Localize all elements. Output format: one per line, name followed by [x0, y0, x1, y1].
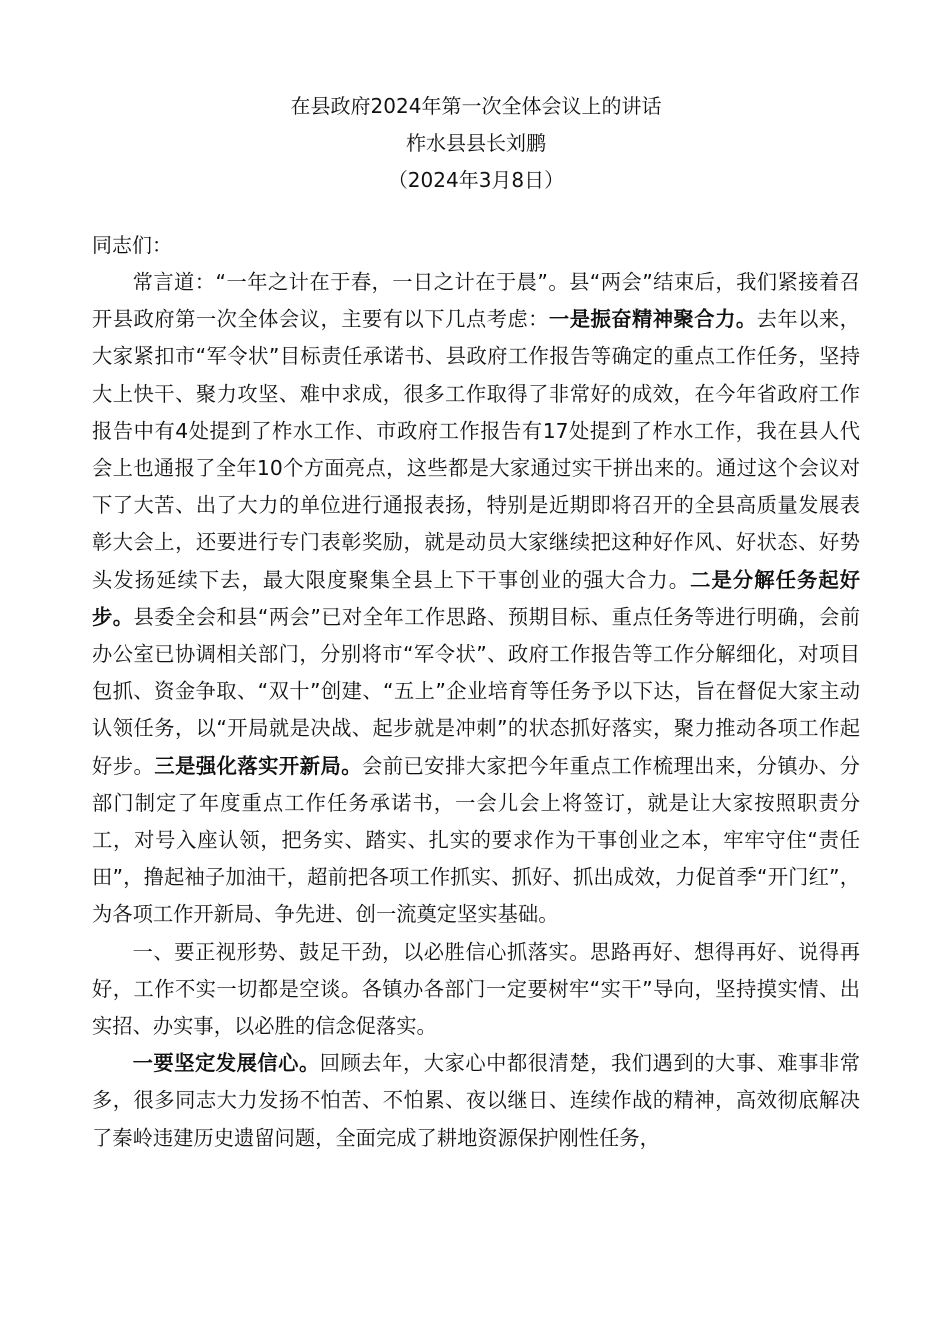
- speech-title: 在县政府2024年第一次全体会议上的讲话: [290, 94, 662, 118]
- title-block: [92, 88, 860, 199]
- key-point-3: 三是强化落实开新局。: [154, 753, 362, 778]
- paragraph-1-text-2: 去年以来，大家紧扣市“军令状”目标责任承诺书、县政府工作报告等确定的重点工作任务，坚持大上快干、聚力攻坚、难中求成，很多工作取得了非常好的成效，在今年省政府工作报告中有4处提到了柞水工作、市政府工作报告有17处提到了柞水工作，我在县人代会上也通报了全年10个方面亮点，这些都是大家通过实干拼出来的。通过这个会议对下了大苦、出了大力的单位进行通报表扬，特别是近期即将召开的全县高质量发展表彰大会上，还要进行专门表彰奖励，就是动员大家继续把这种好作风、好状态、好势头发扬延续下去，最大限度聚集全县上下干事创业的强大合力。: [92, 307, 860, 592]
- document-page: [92, 88, 860, 1157]
- key-point-1: 一是振奋精神聚合力。: [548, 307, 757, 332]
- speaker-line: 柞水县县长刘鹏: [406, 131, 546, 155]
- paragraph-3: [92, 1045, 860, 1157]
- paragraph-1-text-3: 县委全会和县“两会”已对全年工作思路、预期目标、重点任务等进行明确，会前办公室已协调相关部门，分别将市“军令状”、政府工作报告等工作分解细化，对项目包抓、资金争取、“双十”创建、“五上”企业培育等任务予以下达，旨在督促大家主动认领任务，以“开局就是决战、起步就是冲刺”的状态抓好落实，聚力推动各项工作起好步。: [92, 604, 860, 778]
- key-point-4: 一要坚定发展信心。: [132, 1051, 320, 1076]
- paragraph-1-text-1: 常言道：“一年之计在于春，一日之计在于晨”。县“两会”结束后，我们紧接着召开县政府第一次全体会议，主要有以下几点考虑：: [92, 270, 860, 332]
- paragraph-1: [92, 264, 860, 934]
- paragraph-3-text-1: 回顾去年，大家心中都很清楚，我们遇到的大事、难事非常多，很多同志大力发扬不怕苦、不怕累、夜以继日、连续作战的精神，高效彻底解决了秦岭违建历史遗留问题，全面完成了耕地资源保护刚性任务，: [92, 1051, 860, 1150]
- speech-date: （2024年3月8日）: [387, 168, 565, 192]
- paragraph-2: 一、要正视形势、鼓足干劲，以必胜信心抓落实。思路再好、想得再好、说得再好，工作不实一切都是空谈。各镇办各部门一定要树牢“实干”导向，坚持摸实情、出实招、办实事，以必胜的信念促落实。: [92, 939, 860, 1039]
- paragraph-1-text-4: 会前已安排大家把今年重点工作梳理出来，分镇办、分部门制定了年度重点工作任务承诺书，一会儿会上将签订，就是让大家按照职责分工，对号入座认领，把务实、踏实、扎实的要求作为干事创业之本，牢牢守住“责任田”，撸起袖子加油干，超前把各项工作抓实、抓好、抓出成效，力促首季“开门红”，为各项工作开新局、争先进、创一流奠定坚实基础。: [92, 753, 860, 927]
- salutation: 同志们：: [92, 233, 172, 257]
- key-point-2: 二是分解任务起好步。: [92, 567, 860, 629]
